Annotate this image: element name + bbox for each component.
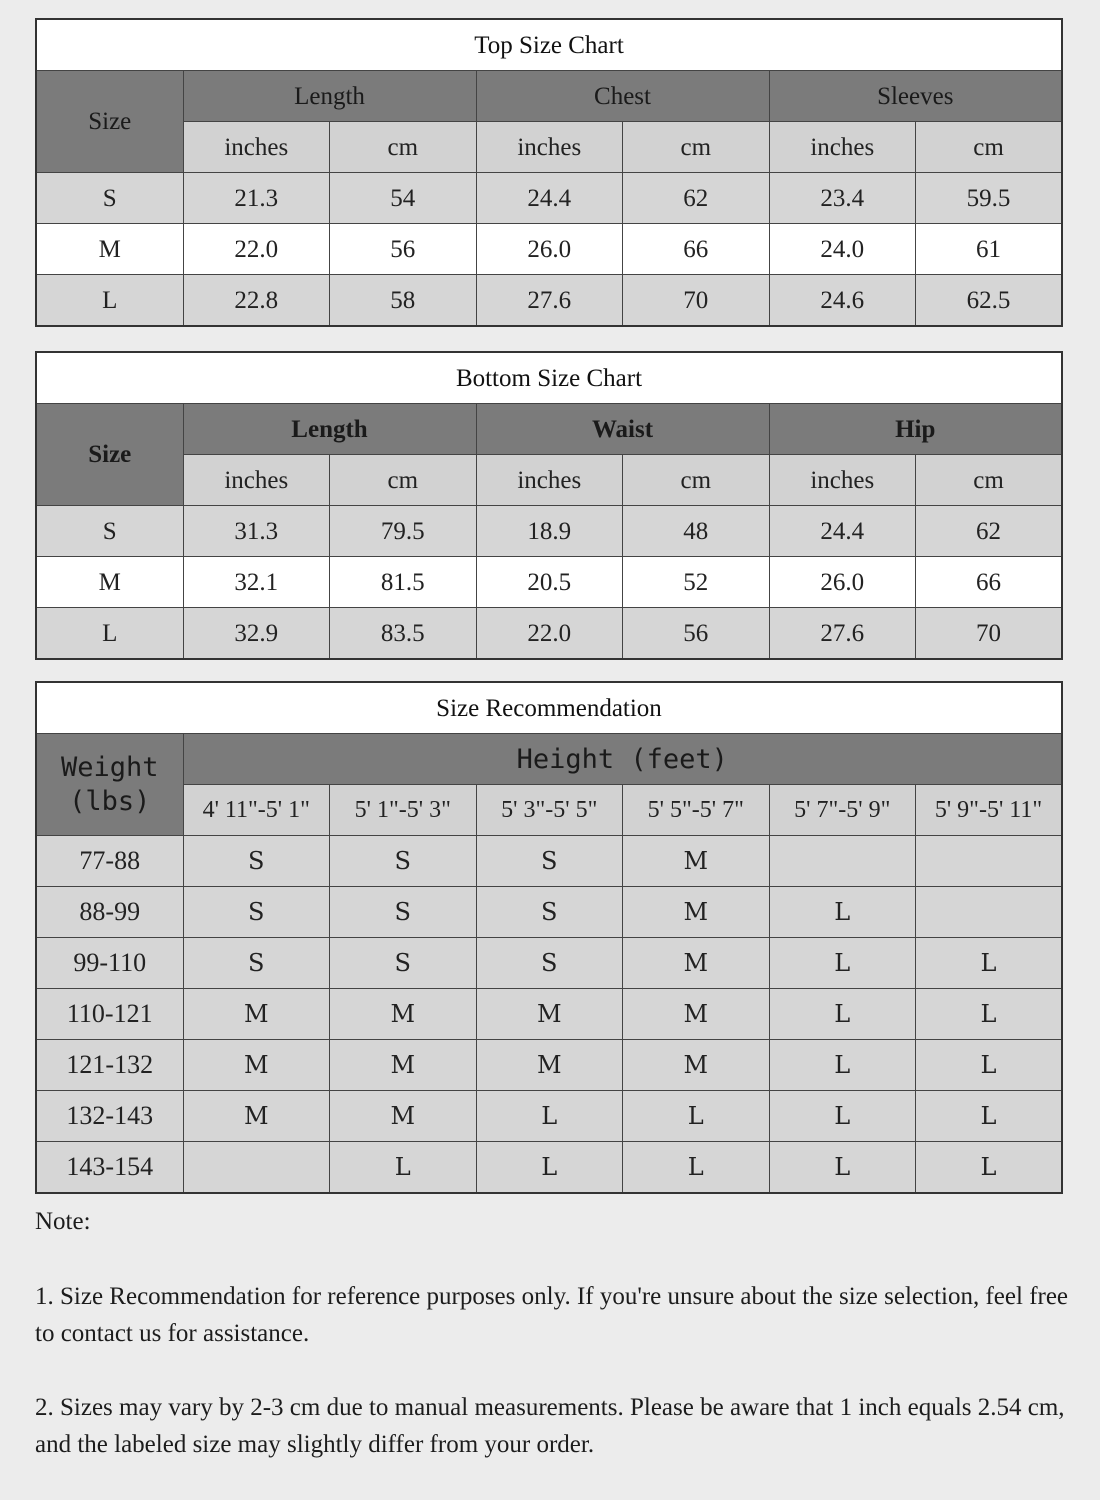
table-cell: M bbox=[476, 1040, 623, 1091]
table-cell: 62 bbox=[623, 173, 770, 224]
table-row bbox=[36, 836, 1062, 887]
table-cell: M bbox=[623, 1040, 770, 1091]
table-cell: 20.5 bbox=[476, 557, 623, 608]
table-cell: M bbox=[330, 1040, 477, 1091]
table-cell: M bbox=[476, 989, 623, 1040]
weight-header bbox=[36, 734, 183, 836]
table-row bbox=[36, 989, 1062, 1040]
table-cell: 66 bbox=[623, 224, 770, 275]
weight-label: 77-88 bbox=[36, 836, 183, 887]
table-cell: 83.5 bbox=[330, 608, 477, 660]
table-cell: S bbox=[183, 887, 330, 938]
size-label: S bbox=[36, 173, 183, 224]
top-group-sleeves: Sleeves bbox=[769, 71, 1062, 122]
table-cell: S bbox=[183, 938, 330, 989]
size-label: M bbox=[36, 224, 183, 275]
table-cell: 31.3 bbox=[183, 506, 330, 557]
table-cell: 70 bbox=[916, 608, 1063, 660]
unit-header: cm bbox=[916, 455, 1063, 506]
weight-label: 132-143 bbox=[36, 1091, 183, 1142]
height-range-header: 5' 9"-5' 11" bbox=[916, 785, 1063, 836]
weight-label: 88-99 bbox=[36, 887, 183, 938]
table-row bbox=[36, 1142, 1062, 1194]
table-cell: L bbox=[623, 1142, 770, 1194]
table-cell: L bbox=[769, 887, 916, 938]
table-cell: L bbox=[769, 1142, 916, 1194]
table-cell: 62.5 bbox=[916, 275, 1063, 327]
unit-header: inches bbox=[183, 122, 330, 173]
table-cell: S bbox=[183, 836, 330, 887]
bottom-size-chart bbox=[35, 351, 1063, 660]
unit-header: inches bbox=[183, 455, 330, 506]
bottom-group-hip: Hip bbox=[769, 404, 1062, 455]
notes-section bbox=[35, 1203, 1075, 1500]
table-cell: 18.9 bbox=[476, 506, 623, 557]
table-cell: M bbox=[330, 989, 477, 1040]
weight-header-line2: (lbs) bbox=[69, 785, 151, 817]
table-cell: 27.6 bbox=[769, 608, 916, 660]
table-cell: S bbox=[476, 938, 623, 989]
table-cell: M bbox=[330, 1091, 477, 1142]
table-cell: M bbox=[623, 938, 770, 989]
weight-label: 121-132 bbox=[36, 1040, 183, 1091]
bottom-size-header: Size bbox=[36, 404, 183, 506]
table-cell: 61 bbox=[916, 224, 1063, 275]
table-cell: 22.8 bbox=[183, 275, 330, 327]
table-cell: L bbox=[769, 938, 916, 989]
height-header: Height (feet) bbox=[183, 734, 1062, 785]
unit-header: cm bbox=[330, 455, 477, 506]
note-label: Note: bbox=[35, 1208, 91, 1235]
table-row bbox=[36, 506, 1062, 557]
table-cell: 66 bbox=[916, 557, 1063, 608]
table-cell: 24.4 bbox=[476, 173, 623, 224]
top-size-header: Size bbox=[36, 71, 183, 173]
unit-header: cm bbox=[623, 455, 770, 506]
weight-label: 143-154 bbox=[36, 1142, 183, 1194]
top-group-length: Length bbox=[183, 71, 476, 122]
table-row bbox=[36, 173, 1062, 224]
table-row bbox=[36, 275, 1062, 327]
table-cell: 24.4 bbox=[769, 506, 916, 557]
table-cell: 52 bbox=[623, 557, 770, 608]
unit-header: inches bbox=[476, 455, 623, 506]
table-cell: M bbox=[183, 1040, 330, 1091]
table-cell: 59.5 bbox=[916, 173, 1063, 224]
table-cell: 22.0 bbox=[476, 608, 623, 660]
table-cell: M bbox=[183, 1091, 330, 1142]
table-cell: L bbox=[476, 1142, 623, 1194]
table-cell: 27.6 bbox=[476, 275, 623, 327]
table-cell bbox=[916, 836, 1063, 887]
table-cell: 24.6 bbox=[769, 275, 916, 327]
size-label: L bbox=[36, 608, 183, 660]
table-cell: S bbox=[476, 887, 623, 938]
unit-header: inches bbox=[769, 455, 916, 506]
table-cell: L bbox=[916, 1091, 1063, 1142]
unit-header: cm bbox=[916, 122, 1063, 173]
weight-label: 99-110 bbox=[36, 938, 183, 989]
table-cell: 81.5 bbox=[330, 557, 477, 608]
table-cell: 56 bbox=[623, 608, 770, 660]
unit-header: inches bbox=[476, 122, 623, 173]
top-chart-title: Top Size Chart bbox=[36, 19, 1062, 71]
table-cell: S bbox=[330, 887, 477, 938]
size-recommendation-chart bbox=[35, 681, 1063, 1194]
table-cell: L bbox=[330, 1142, 477, 1194]
height-range-header: 5' 3"-5' 5" bbox=[476, 785, 623, 836]
table-cell: 32.9 bbox=[183, 608, 330, 660]
table-cell: S bbox=[330, 836, 477, 887]
table-cell: M bbox=[623, 989, 770, 1040]
table-row bbox=[36, 608, 1062, 660]
table-cell: 56 bbox=[330, 224, 477, 275]
table-cell bbox=[916, 887, 1063, 938]
bottom-chart-title: Bottom Size Chart bbox=[36, 352, 1062, 404]
unit-header: cm bbox=[623, 122, 770, 173]
weight-header-line1: Weight bbox=[60, 751, 159, 783]
table-cell: 48 bbox=[623, 506, 770, 557]
table-row bbox=[36, 887, 1062, 938]
table-cell: 62 bbox=[916, 506, 1063, 557]
bottom-group-length: Length bbox=[183, 404, 476, 455]
table-cell: L bbox=[916, 938, 1063, 989]
table-cell: L bbox=[916, 1040, 1063, 1091]
table-cell: L bbox=[916, 1142, 1063, 1194]
table-cell: M bbox=[623, 836, 770, 887]
table-cell: L bbox=[476, 1091, 623, 1142]
table-cell: M bbox=[623, 887, 770, 938]
size-label: S bbox=[36, 506, 183, 557]
height-range-header: 5' 1"-5' 3" bbox=[330, 785, 477, 836]
height-range-header: 5' 5"-5' 7" bbox=[623, 785, 770, 836]
weight-label: 110-121 bbox=[36, 989, 183, 1040]
height-range-header: 5' 7"-5' 9" bbox=[769, 785, 916, 836]
table-cell: 70 bbox=[623, 275, 770, 327]
table-cell: L bbox=[769, 1040, 916, 1091]
table-cell: S bbox=[476, 836, 623, 887]
table-row bbox=[36, 224, 1062, 275]
table-cell: 22.0 bbox=[183, 224, 330, 275]
table-cell: 32.1 bbox=[183, 557, 330, 608]
table-cell: 58 bbox=[330, 275, 477, 327]
note-item: 2. Sizes may vary by 2-3 cm due to manual measurements. Please be aware that 1 inch equals 2.54 cm, and the labeled size may slightly differ from your order. bbox=[35, 1394, 1065, 1458]
table-cell bbox=[183, 1142, 330, 1194]
table-cell: 26.0 bbox=[769, 557, 916, 608]
table-cell: L bbox=[769, 989, 916, 1040]
table-cell: M bbox=[183, 989, 330, 1040]
table-row bbox=[36, 1040, 1062, 1091]
unit-header: cm bbox=[330, 122, 477, 173]
size-label: L bbox=[36, 275, 183, 327]
table-cell bbox=[769, 836, 916, 887]
height-range-header: 4' 11"-5' 1" bbox=[183, 785, 330, 836]
table-cell: 24.0 bbox=[769, 224, 916, 275]
table-cell: 26.0 bbox=[476, 224, 623, 275]
table-cell: 54 bbox=[330, 173, 477, 224]
table-row bbox=[36, 557, 1062, 608]
table-row bbox=[36, 938, 1062, 989]
table-row bbox=[36, 1091, 1062, 1142]
note-item: 1. Size Recommendation for reference purposes only. If you're unsure about the size selection, feel free to contact us for assistance. bbox=[35, 1283, 1069, 1347]
unit-header: inches bbox=[769, 122, 916, 173]
size-label: M bbox=[36, 557, 183, 608]
table-cell: 79.5 bbox=[330, 506, 477, 557]
bottom-group-waist: Waist bbox=[476, 404, 769, 455]
table-cell: L bbox=[916, 989, 1063, 1040]
top-size-chart bbox=[35, 18, 1063, 327]
table-cell: 23.4 bbox=[769, 173, 916, 224]
table-cell: 21.3 bbox=[183, 173, 330, 224]
table-cell: S bbox=[330, 938, 477, 989]
recommendation-title: Size Recommendation bbox=[36, 682, 1062, 734]
table-cell: L bbox=[623, 1091, 770, 1142]
table-cell: L bbox=[769, 1091, 916, 1142]
top-group-chest: Chest bbox=[476, 71, 769, 122]
